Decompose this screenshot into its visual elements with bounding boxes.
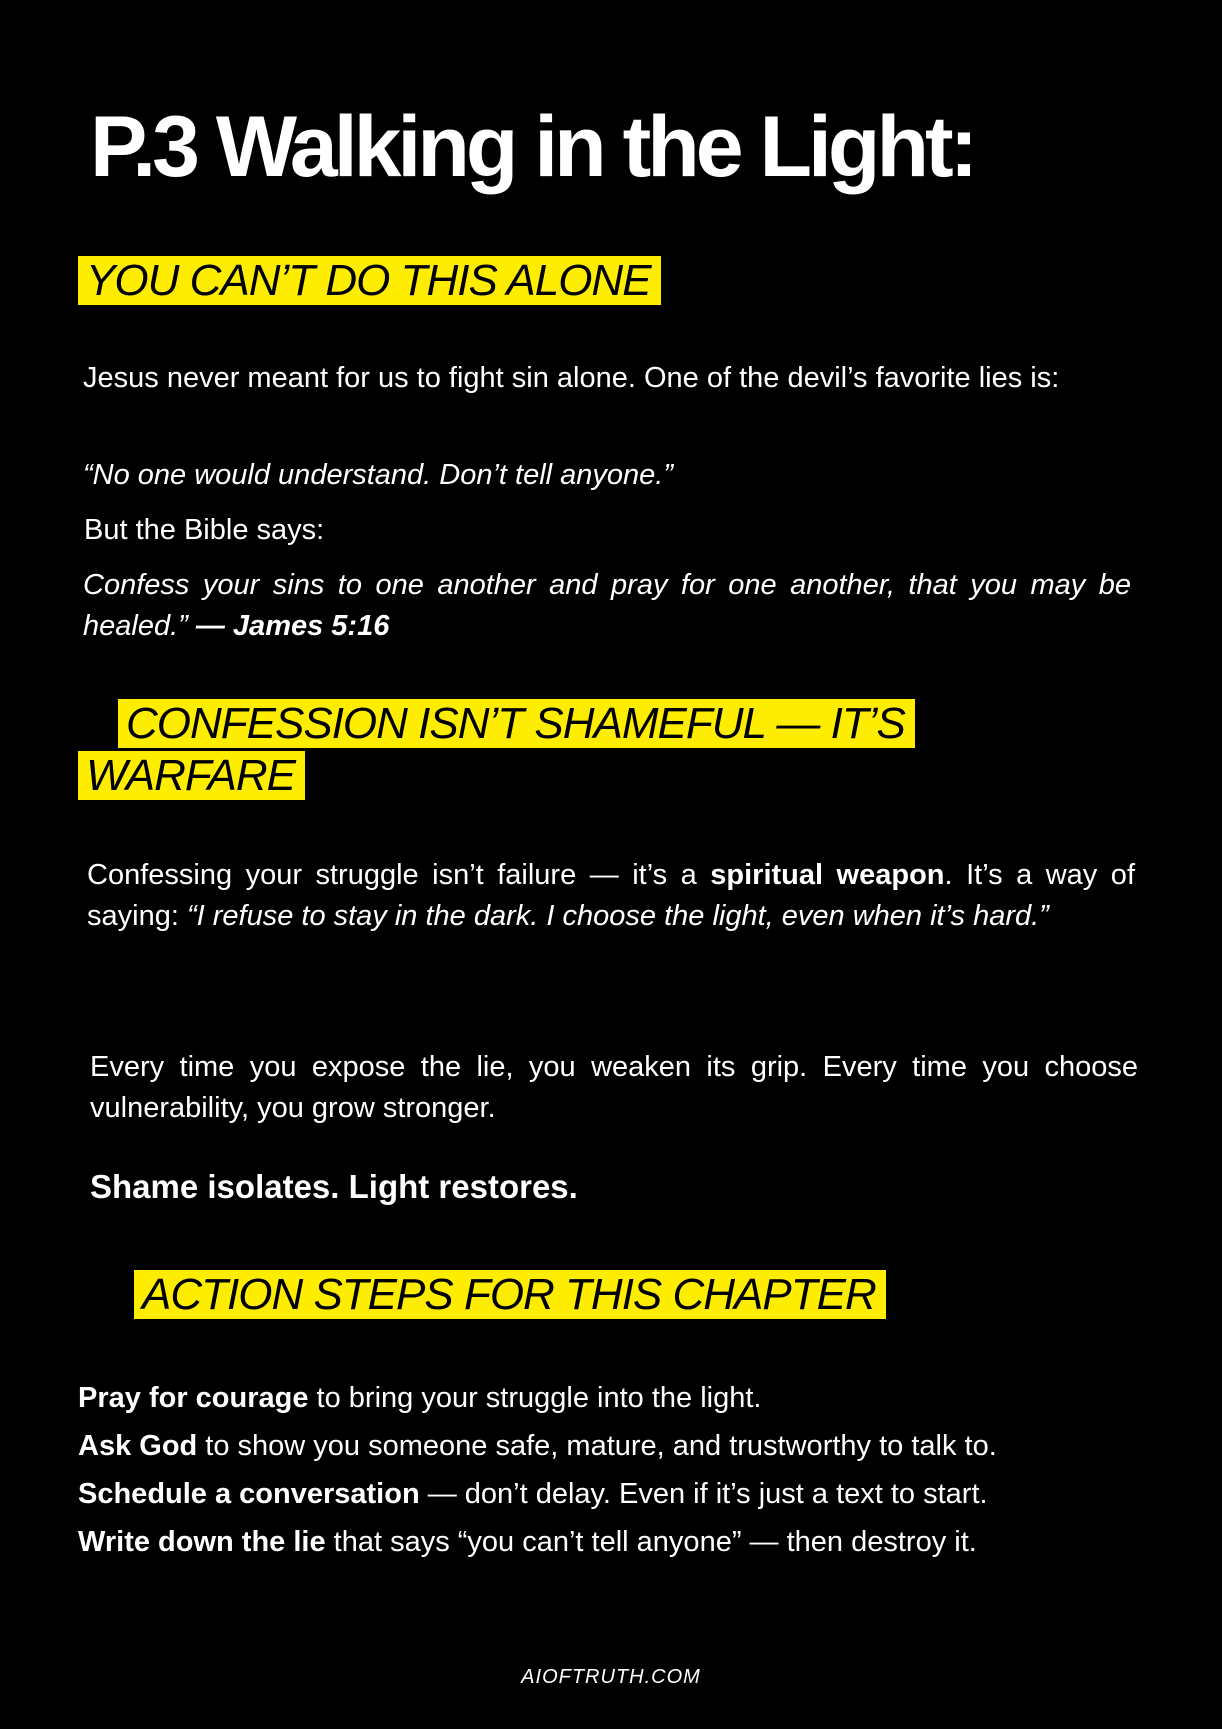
lie-quote-text: “No one would understand. Don’t tell anyone.” bbox=[83, 459, 674, 491]
intro-paragraph bbox=[83, 358, 1131, 399]
list-item bbox=[78, 1518, 1188, 1566]
step-text: to bring your struggle into the light. bbox=[308, 1382, 762, 1414]
intro-text: Jesus never meant for us to fight sin alone. One of the devil’s favorite lies is: bbox=[83, 362, 1060, 394]
expose-lie-paragraph bbox=[90, 1047, 1138, 1129]
step-text: — don’t delay. Even if it’s just a text to start. bbox=[419, 1478, 988, 1510]
list-item bbox=[78, 1470, 1188, 1518]
step-bold: Schedule a conversation bbox=[78, 1478, 420, 1510]
action-steps-list bbox=[78, 1374, 1188, 1566]
page-title: P.3 Walking in the Light: bbox=[90, 99, 975, 195]
step-text: that says “you can’t tell anyone” — then destroy it. bbox=[325, 1526, 977, 1558]
confession-paragraph bbox=[87, 855, 1135, 937]
list-item bbox=[78, 1422, 1188, 1470]
list-item bbox=[78, 1374, 1188, 1422]
step-text: to show you someone safe, mature, and trustworthy to talk to. bbox=[197, 1430, 997, 1462]
bible-intro-text: But the Bible says: bbox=[84, 514, 325, 546]
tagline-text: Shame isolates. Light restores. bbox=[90, 1168, 578, 1205]
section-heading-label: CONFESSION ISN’T SHAMEFUL — IT’S WARFARE bbox=[78, 699, 915, 800]
lie-quote bbox=[83, 455, 1131, 496]
confession-text-start: Confessing your struggle isn’t failure — it’s a bbox=[87, 859, 711, 891]
verse-paragraph bbox=[83, 565, 1131, 647]
step-bold: Write down the lie bbox=[78, 1526, 326, 1558]
bible-intro bbox=[84, 510, 1132, 551]
refuse-quote: “I refuse to stay in the dark. I choose the light, even when it’s hard.” bbox=[186, 900, 1049, 932]
footer-site-url: AIOFTRUTH.COM bbox=[521, 1666, 701, 1688]
tagline bbox=[90, 1166, 1138, 1207]
section-heading-alone bbox=[78, 255, 778, 307]
section-heading-action-steps bbox=[74, 1269, 894, 1321]
expose-lie-text: Every time you expose the lie, you weaken its grip. Every time you choose vulnerability, you grow stronger. bbox=[90, 1051, 1138, 1124]
spiritual-weapon-bold: spiritual weapon bbox=[710, 859, 945, 891]
verse-reference: — James 5:16 bbox=[195, 610, 390, 642]
section-heading-label: ACTION STEPS FOR THIS CHAPTER bbox=[134, 1270, 886, 1319]
step-bold: Pray for courage bbox=[78, 1382, 309, 1414]
verse-text: Confess your sins to one another and pray for one another, that you may be healed.” bbox=[83, 569, 1131, 642]
section-heading-label: YOU CAN’T DO THIS ALONE bbox=[78, 256, 661, 305]
section-heading-confession bbox=[78, 698, 918, 802]
step-bold: Ask God bbox=[78, 1430, 198, 1462]
confession-text-mid: . It’s a way of saying: bbox=[87, 859, 1135, 932]
